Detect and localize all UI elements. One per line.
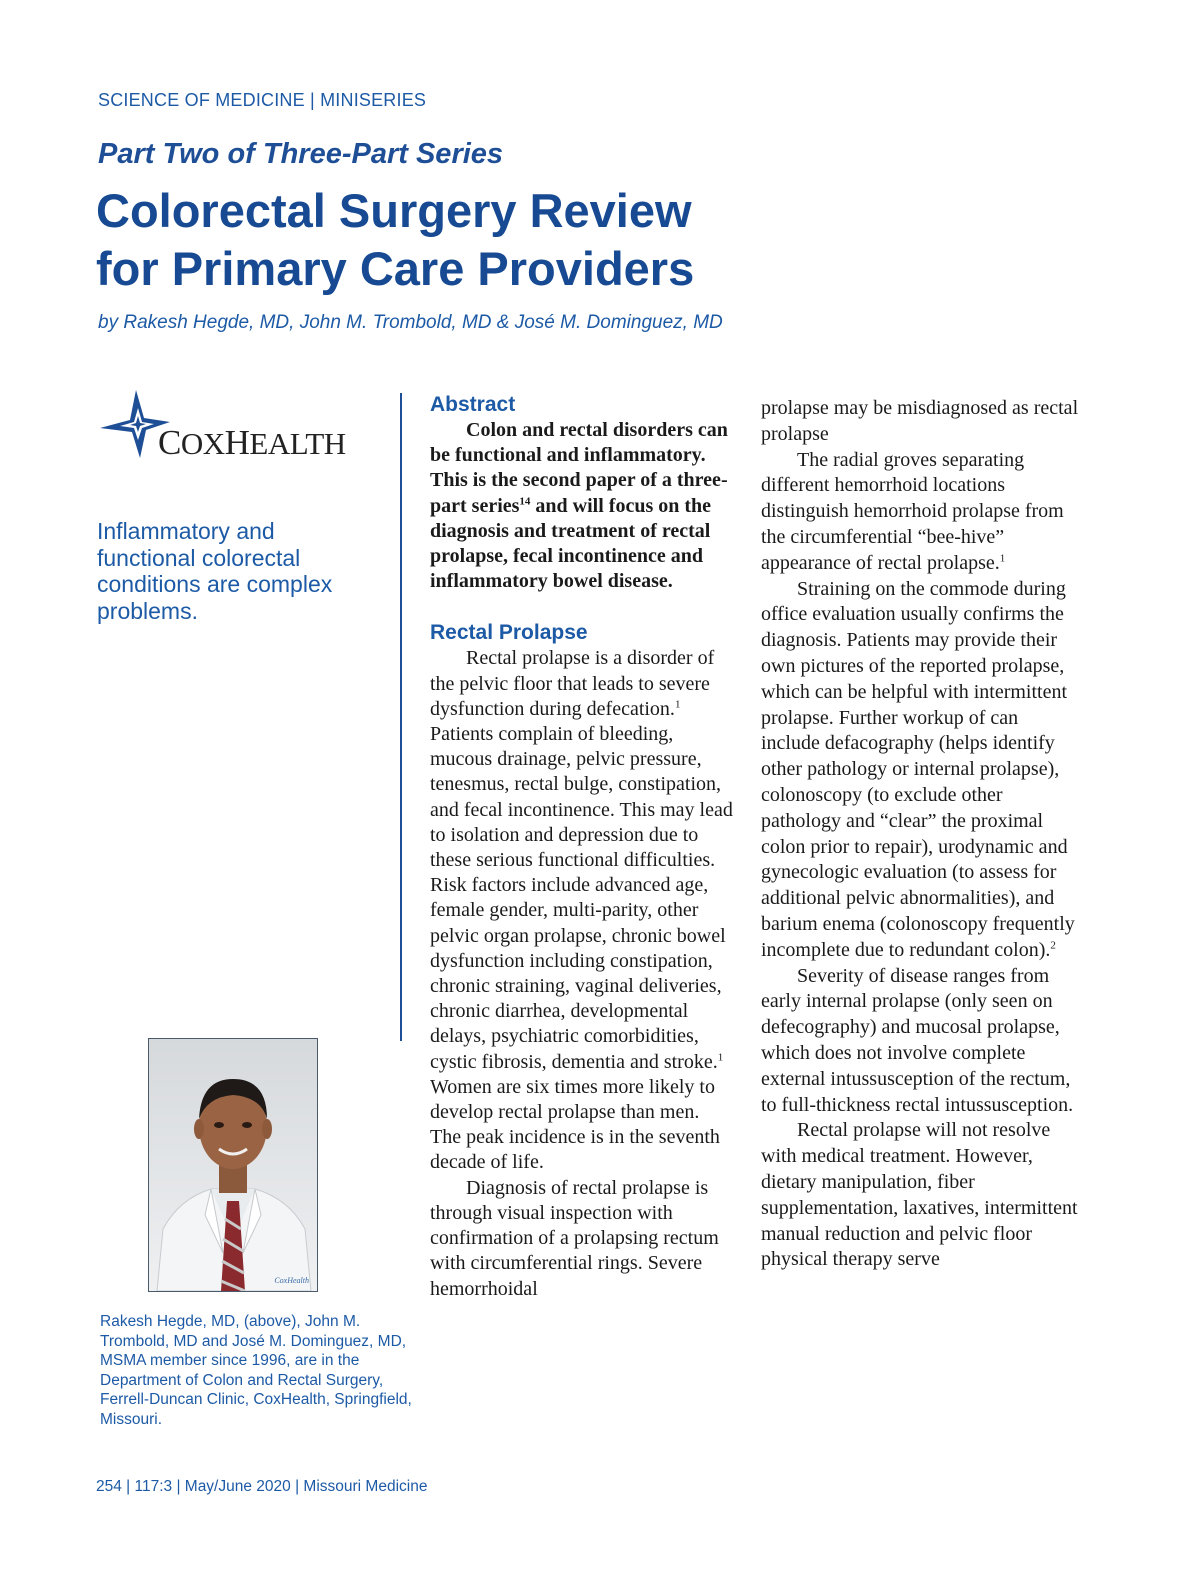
reference-marker: 1 xyxy=(717,1051,724,1064)
page-footer: 254 | 117:3 | May/June 2020 | Missouri Medicine xyxy=(96,1478,428,1495)
column-divider xyxy=(400,393,402,1041)
body-paragraph: Rectal prolapse is a disorder of the pelvic floor that leads to severe dysfunction during defecation.$^1$ Patients complain of bleeding, mucous drainage, pelvic pressure, tenesmus, rectal bulge, constipation, and fecal incontinence. This may lead to isolation and depression due to these serious functional difficulties. Risk factors include advanced age, female gender, multi-parity, other pelvic organ prolapse, chronic bowel dysfunction including constipation, chronic straining, vaginal deliveries, chronic diarrhea, developmental delays, psychiatric comorbidities, cystic fibrosis, dementia and stroke.$^1$ Women are six times more likely to develop rectal prolapse than men. The peak incidence is in the seventh decade of life. xyxy=(430,647,733,1174)
rectal-prolapse-heading: Rectal Prolapse xyxy=(430,621,588,645)
body-paragraph: The radial groves separating different hemorrhoid locations distinguish hemorrhoid prolapse from the circumferential “bee-hive” appearance of rectal prolapse.$^1$ xyxy=(761,448,1064,574)
series-label: Part Two of Three-Part Series xyxy=(98,138,504,170)
abstract-paragraph: Colon and rectal disorders can be functional and inflammatory. This is the second paper of a three-part series$^{14}$ and will focus on the diagnosis and treatment of rectal prolapse, fecal incontinence and inflammatory bowel disease. xyxy=(430,419,728,593)
title-line-2: for Primary Care Providers xyxy=(96,242,695,295)
byline: by Rakesh Hegde, MD, John M. Trombold, MD & José M. Dominguez, MD xyxy=(98,312,723,333)
text-column-1 xyxy=(430,392,735,1302)
photo-brand-label: CoxHealth xyxy=(274,1276,309,1285)
pull-quote: Inflammatory and functional colorectal conditions are complex problems. xyxy=(97,518,333,624)
body-paragraph: Straining on the commode during office evaluation usually confirms the diagnosis. Patients may provide their own pictures of the reported prolapse, which can be helpful with intermittent prolapse. Further workup of can include defacography (helps identify other pathology or internal prolapse), colonoscopy (to exclude other pathology and “clear” the proximal colon prior to repair), urodynamic and gynecologic evaluation (to assess for additional pelvic abnormalities), and barium enema (colonoscopy frequently incomplete due to redundant colon).$^2$ xyxy=(761,577,1075,961)
article-title xyxy=(96,182,856,298)
coxhealth-logo-text: COXHEALTH xyxy=(158,423,346,462)
reference-marker: 1 xyxy=(999,552,1006,565)
author-photo xyxy=(148,1038,318,1292)
body-paragraph: Rectal prolapse will not resolve with medical treatment. However, dietary manipulation, fiber supplementation, laxatives, intermittent manual reduction and pelvic floor physical therapy serve xyxy=(761,1119,1078,1271)
reference-marker: 2 xyxy=(1050,939,1056,952)
text-column-2 xyxy=(761,396,1079,1273)
abstract-heading: Abstract xyxy=(430,393,516,416)
author-portrait-image xyxy=(149,1039,317,1291)
body-paragraph: prolapse may be misdiagnosed as rectal prolapse xyxy=(761,397,1079,445)
reference-marker: 1 xyxy=(674,698,681,711)
title-line-1: Colorectal Surgery Review xyxy=(96,184,692,237)
reference-marker: 14 xyxy=(519,494,531,507)
body-paragraph: Diagnosis of rectal prolapse is through visual inspection with confirmation of a prolapsing rectum with circumferential rings. Severe hemorrhoidal xyxy=(430,1176,719,1300)
section-label: SCIENCE OF MEDICINE | MINISERIES xyxy=(98,90,427,110)
author-caption: Rakesh Hegde, MD, (above), John M. Trombold, MD and José M. Dominguez, MD, MSMA member since 1996, are in the Department of Colon and Rectal Surgery, Ferrell-Duncan Clinic, CoxHealth, Springfield, Missouri. xyxy=(100,1313,412,1428)
body-paragraph: Severity of disease ranges from early internal prolapse (only seen on defecography) and mucosal prolapse, which does not involve complete external intussusception of the rectum, to full-thickness rectal intussusception. xyxy=(761,964,1074,1116)
